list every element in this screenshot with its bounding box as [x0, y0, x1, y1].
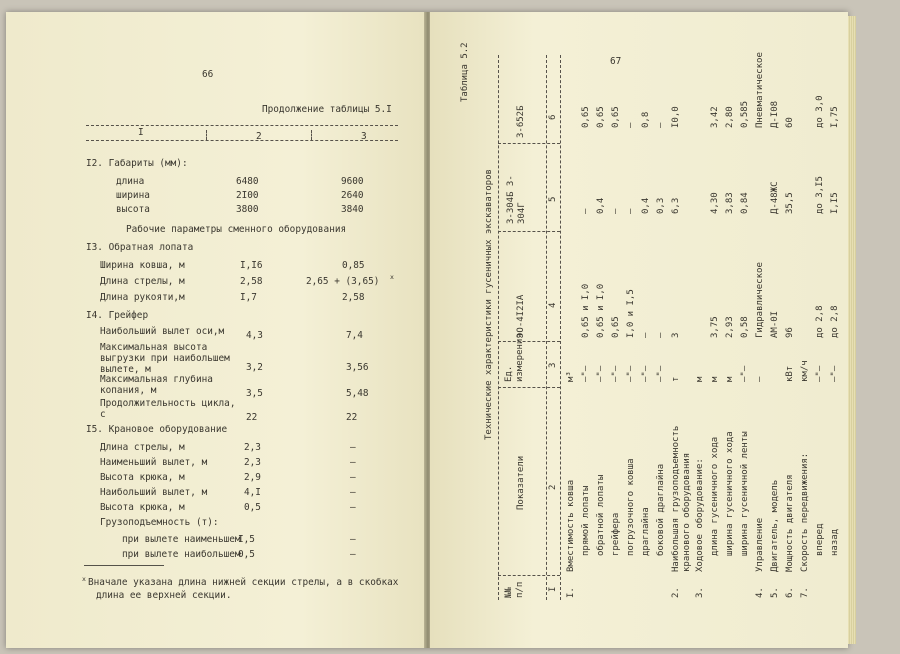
row-col-1: –	[641, 332, 651, 338]
footnote-mark: x	[82, 575, 86, 583]
row-label: Наибольший вылет, м	[100, 487, 208, 498]
row-label: Наибольшая грузоподъемность кранового оборудования	[671, 425, 692, 572]
row-label: Ширина ковша, м	[100, 260, 185, 271]
row-col-2: 35,5	[785, 192, 795, 214]
row-value-1: 2,9	[244, 472, 261, 483]
row-col-3: 2,80	[725, 106, 735, 128]
row-label: Максимальная высота выгрузки при наибольшем вылете, м	[100, 342, 230, 375]
row-unit: км/ч	[800, 360, 810, 382]
row-col-3: –	[626, 122, 636, 128]
row-value-1: 4,3	[246, 330, 263, 341]
row-label: при вылете наибольшем	[122, 549, 241, 560]
row-number: 7.	[800, 587, 810, 598]
row-col-1: 0,65 и I,0	[581, 283, 591, 338]
row-value-1: 2,3	[244, 442, 261, 453]
header-num: №№ п/п	[504, 581, 525, 598]
row-label: Скорость передвижения:	[800, 452, 810, 572]
row-value-1: 6480	[236, 176, 259, 187]
row-value-1: I,5	[238, 534, 255, 545]
row-col-3: –	[656, 122, 666, 128]
row-col-3: до 3,0	[815, 95, 825, 128]
row-col-2: 0,4	[641, 197, 651, 214]
section-heading: I5. Крановое оборудование	[86, 424, 228, 435]
header-line-bottom	[86, 140, 398, 141]
row-value-1: 4,I	[244, 487, 261, 498]
row-unit: м	[695, 376, 705, 382]
row-col-2: 4,30	[710, 192, 720, 214]
row-value-1: 2,3	[244, 457, 261, 468]
row-col-1: 3,75	[710, 316, 720, 338]
row-col-1: 96	[785, 327, 795, 338]
row-col-3: 3,42	[710, 106, 720, 128]
row-col-2: Д-48ЖС	[770, 181, 780, 214]
row-value-1: 3,2	[246, 362, 263, 373]
row-unit: м³	[566, 371, 576, 382]
row-label: Наименьший вылет, м	[100, 457, 208, 468]
row-unit: кВт	[785, 365, 795, 382]
row-label: Грузоподъемность (т):	[100, 517, 219, 528]
row-label: Высота крюка, м	[100, 472, 185, 483]
row-label: высота	[116, 204, 150, 215]
row-value-1: 2I00	[236, 190, 259, 201]
header-col-2: 2	[256, 131, 262, 142]
row-col-1: АМ-0I	[770, 310, 780, 338]
row-col-2: I,I5	[830, 192, 840, 214]
footnote-line-1: Вначале указана длина нижней секции стрелы, а в скобках	[88, 577, 399, 588]
row-unit: –"–	[596, 365, 606, 382]
row-col-2: 3,83	[725, 192, 735, 214]
row-label: боковой драглайна	[656, 463, 666, 556]
row-label: Длина стрелы, м	[100, 442, 185, 453]
section-heading: I2. Габариты (мм):	[86, 158, 188, 169]
row-unit: м	[710, 376, 720, 382]
column-number: 3	[548, 362, 558, 368]
row-value-2: –	[350, 487, 356, 498]
row-label: Двигатель, модель	[770, 479, 780, 572]
row-value-2: 5,48	[346, 388, 369, 399]
row-col-3: 0,65	[596, 106, 606, 128]
row-unit: –"–	[611, 365, 621, 382]
row-label: вперед	[815, 523, 825, 556]
row-col-3: Д-I08	[770, 100, 780, 128]
row-label: Наибольший вылет оси,м	[100, 326, 225, 337]
row-value-2: 7,4	[346, 330, 363, 341]
page-number-left: 66	[202, 69, 214, 80]
section-heading: I3. Обратная лопата	[86, 242, 194, 253]
row-col-2: 0,3	[656, 197, 666, 214]
rotated-table	[454, 40, 854, 600]
row-value-2: –	[350, 502, 356, 513]
table-line	[560, 55, 561, 600]
row-value-2: –	[350, 457, 356, 468]
table-caption: Продолжение таблицы 5.I	[262, 104, 392, 115]
row-value-1: 22	[246, 412, 258, 423]
row-col-2: –	[581, 208, 591, 214]
row-unit: –"–	[815, 365, 825, 382]
row-col-3: 0,8	[641, 111, 651, 128]
open-book	[6, 12, 848, 648]
header-sep	[206, 130, 207, 140]
row-value-1: 2,58	[240, 276, 263, 287]
header-col-1: ЭО-4I2IА	[516, 294, 526, 338]
row-label: грейфера	[611, 512, 621, 556]
header-unit: Ед. измерения	[504, 333, 525, 382]
row-col-2: до 3,I5	[815, 176, 825, 214]
row-value-2: –	[350, 549, 356, 560]
row-label: Высота крюка, м	[100, 502, 185, 513]
row-label: длина гусеничного хода	[710, 436, 720, 556]
row-label: погрузочного ковша	[626, 458, 636, 556]
table-col-sep	[498, 341, 560, 342]
table-col-sep	[498, 575, 560, 576]
row-unit: –"–	[740, 365, 750, 382]
row-col-3: 0,585	[740, 100, 750, 128]
header-line-top	[86, 125, 398, 126]
row-unit: т	[671, 376, 681, 382]
row-value-2: –	[350, 534, 356, 545]
table-label: Таблица 5.2	[460, 42, 470, 102]
row-number: 4.	[755, 587, 765, 598]
superscript-mark: x	[390, 273, 394, 281]
row-value-2: 3840	[341, 204, 364, 215]
row-value-1: 0,5	[244, 502, 261, 513]
row-label: ширина	[116, 190, 150, 201]
header-col-3: 3-652Б	[516, 105, 526, 138]
table-title: Технические характеристики гусеничных экскаваторов	[484, 169, 494, 440]
row-unit: –"–	[656, 365, 666, 382]
row-col-3: 60	[785, 117, 795, 128]
row-col-1: 2,93	[725, 316, 735, 338]
row-label: Длина стрелы, м	[100, 276, 185, 287]
table-line	[546, 55, 547, 600]
row-label: ширина гусеничного хода	[725, 431, 735, 556]
page-number-right: 67	[610, 56, 622, 67]
table-col-sep	[498, 231, 560, 232]
footnote-line-2: длина ее верхней секции.	[96, 590, 232, 601]
row-value-2: 22	[346, 412, 358, 423]
row-label: драглайна	[641, 507, 651, 556]
row-label: Длина рукояти,м	[100, 292, 185, 303]
row-label: прямой лопаты	[581, 485, 591, 556]
column-number: I	[548, 586, 558, 592]
table-col-sep	[498, 143, 560, 144]
row-unit: –"–	[830, 365, 840, 382]
row-value-2: –	[350, 472, 356, 483]
row-col-2: 0,84	[740, 192, 750, 214]
row-col-2: –	[626, 208, 636, 214]
row-col-3: 0,65	[581, 106, 591, 128]
row-col-2: 6,3	[671, 197, 681, 214]
row-value-1: 3800	[236, 204, 259, 215]
row-col-2: –	[611, 208, 621, 214]
row-col-1: до 2,8	[815, 305, 825, 338]
row-value-2: 2640	[341, 190, 364, 201]
left-page	[6, 12, 426, 648]
row-number: 5.	[770, 587, 780, 598]
row-label: Управление	[755, 517, 765, 572]
row-label: длина	[116, 176, 145, 187]
column-number: 4	[548, 302, 558, 308]
row-number: I.	[566, 587, 576, 598]
section-heading: Рабочие параметры сменного оборудования	[126, 224, 347, 235]
row-col-1: Гидравлическое	[755, 262, 765, 338]
row-value-2: 3,56	[346, 362, 369, 373]
table-col-sep	[498, 387, 560, 388]
row-label: Продолжительность цикла, с	[100, 398, 236, 420]
row-unit: –"–	[641, 365, 651, 382]
row-col-1: I,0 и I,5	[626, 289, 636, 338]
row-col-1: 0,65	[611, 316, 621, 338]
row-label: при вылете наименьшем	[122, 534, 241, 545]
row-unit: –"–	[581, 365, 591, 382]
row-number: 3.	[695, 587, 705, 598]
row-value-2: 2,65 + (3,65)	[306, 276, 380, 287]
row-value-2: 2,58	[342, 292, 365, 303]
header-col-1: I	[138, 127, 144, 138]
column-number: 6	[548, 114, 558, 120]
column-number: 2	[548, 484, 558, 490]
row-label: Вместимость ковша	[566, 479, 576, 572]
row-number: 2.	[671, 587, 681, 598]
row-col-1: 0,65 и I,0	[596, 283, 606, 338]
row-unit: –	[755, 376, 765, 382]
row-col-1: до 2,8	[830, 305, 840, 338]
row-col-1: 0,58	[740, 316, 750, 338]
table-line	[498, 55, 499, 600]
row-value-2: 0,85	[342, 260, 365, 271]
row-label: обратной лопаты	[596, 474, 606, 556]
footnote-rule	[84, 565, 164, 566]
row-value-2: –	[350, 442, 356, 453]
row-col-3: I0,0	[671, 106, 681, 128]
row-label: Максимальная глубина копания, м	[100, 374, 213, 396]
row-value-1: I,7	[240, 292, 257, 303]
row-col-2: 0,4	[596, 197, 606, 214]
row-value-1: I,I6	[240, 260, 263, 271]
row-unit: –"–	[626, 365, 636, 382]
header-sep	[311, 130, 312, 140]
row-value-1: 0,5	[238, 549, 255, 560]
row-label: ширина гусеничной ленты	[740, 431, 750, 556]
row-col-3: Пневматическое	[755, 52, 765, 128]
row-value-1: 3,5	[246, 388, 263, 399]
header-indicator: Показатели	[516, 455, 526, 510]
row-label: Ходовое оборудование:	[695, 458, 705, 572]
row-value-2: 9600	[341, 176, 364, 187]
row-col-3: 0,65	[611, 106, 621, 128]
row-col-1: –	[656, 332, 666, 338]
row-label: назад	[830, 528, 840, 556]
header-col-2: 3-304Б 3-304Г	[506, 175, 527, 224]
row-unit: м	[725, 376, 735, 382]
row-col-3: I,75	[830, 106, 840, 128]
row-number: 6.	[785, 587, 795, 598]
section-heading: I4. Грейфер	[86, 310, 149, 321]
right-page	[430, 12, 848, 648]
row-label: Мощность двигателя	[785, 474, 795, 572]
header-col-3: 3	[361, 131, 367, 142]
row-col-1: 3	[671, 332, 681, 338]
column-number: 5	[548, 196, 558, 202]
